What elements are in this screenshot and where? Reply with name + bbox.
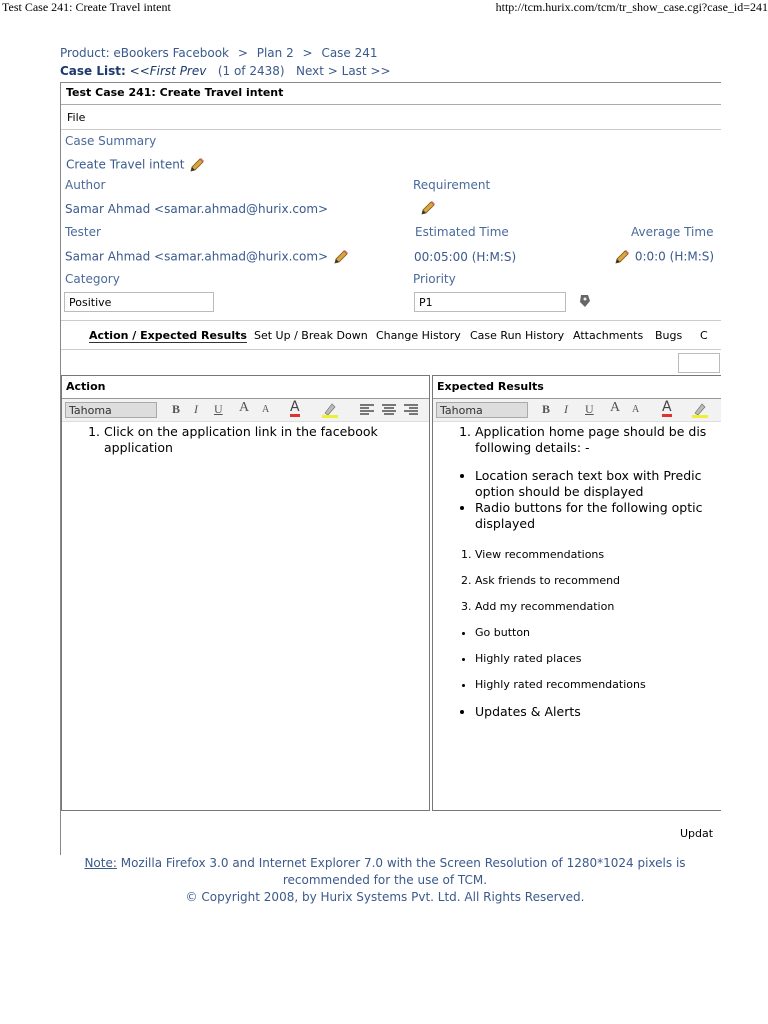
summary-label: Case Summary: [65, 134, 157, 148]
action-step: 1. Click on the application link in the facebook application: [104, 424, 429, 456]
expected-header: Expected Results: [433, 376, 721, 399]
author-label: Author: [65, 178, 106, 192]
update-button[interactable]: Updat: [680, 827, 714, 840]
requirement-label: Requirement: [413, 178, 491, 192]
edit-pencil-icon[interactable]: [332, 248, 350, 266]
expected-bullets-3: [433, 698, 713, 726]
shrink-font-button[interactable]: A: [632, 404, 640, 415]
italic-button[interactable]: I: [564, 402, 568, 416]
expected-option: 3. Add my recommendation: [475, 594, 713, 620]
print-title: Test Case 241: Create Travel intent: [2, 0, 171, 14]
tab-attachments[interactable]: Attachments: [573, 329, 644, 342]
expected-toolbar: [433, 399, 721, 422]
tab-divider: [61, 349, 721, 350]
tab-case-run-history[interactable]: Case Run History: [470, 329, 565, 342]
case-title: Test Case 241: Create Travel intent: [61, 83, 721, 105]
case-frame: [60, 82, 721, 855]
est-time-label: Estimated Time: [415, 225, 509, 239]
font-select[interactable]: Tahoma: [65, 402, 157, 418]
shrink-font-button[interactable]: A: [262, 404, 270, 415]
expected-editor[interactable]: [433, 424, 713, 810]
breadcrumb: [60, 46, 378, 60]
case-list-label: Case List:: [60, 64, 126, 78]
avg-time-value: [613, 248, 714, 266]
est-time-value: 00:05:00 (H:M:S): [414, 250, 517, 264]
expected-bullets-1: [433, 468, 713, 532]
highlight-icon[interactable]: [690, 401, 710, 419]
priority-select[interactable]: P1: [414, 292, 566, 312]
expected-options: [433, 542, 713, 620]
expected-bullet: • Radio buttons for the following optic displayed: [475, 500, 713, 532]
expected-bullets-2: [433, 620, 713, 698]
action-steps: [62, 424, 429, 456]
align-center-icon[interactable]: [382, 404, 396, 416]
category-select[interactable]: Positive: [64, 292, 214, 312]
highlight-icon[interactable]: [320, 401, 340, 419]
tester-label: Tester: [65, 225, 101, 239]
expected-intro-list: [433, 424, 713, 456]
expected-intro: 1. Application home page should be dis following details: -: [475, 424, 713, 456]
action-panel: [61, 375, 430, 811]
case-list-nav: [60, 64, 391, 78]
copyright: © Copyright 2008, by Hurix Systems Pvt. Ltd. All Rights Reserved.: [185, 890, 585, 904]
expected-bullet: • Highly rated recommendations: [475, 672, 713, 698]
summary-text: Create Travel intent: [66, 157, 185, 172]
priority-label: Priority: [413, 272, 456, 286]
expected-panel: [432, 375, 721, 811]
action-toolbar: [62, 399, 429, 422]
tab-components[interactable]: C: [700, 329, 708, 342]
footer-note: [60, 855, 710, 906]
breadcrumb-product[interactable]: Product: eBookers Facebook: [60, 46, 230, 60]
category-label: Category: [65, 272, 120, 286]
font-color-button[interactable]: A: [662, 399, 672, 415]
underline-button[interactable]: U: [585, 402, 594, 416]
file-menu[interactable]: File: [61, 106, 721, 130]
breadcrumb-case[interactable]: Case 241: [321, 46, 378, 60]
expected-bullet: • Location serach text box with Predic option should be displayed: [475, 468, 713, 500]
filter-input[interactable]: [678, 353, 720, 373]
bold-button[interactable]: B: [542, 402, 551, 416]
grow-font-button[interactable]: A: [610, 400, 621, 415]
expected-option: 2. Ask friends to recommend: [475, 568, 713, 594]
next-last-link[interactable]: Next > Last >>: [296, 64, 391, 78]
edit-pencil-icon[interactable]: [188, 156, 206, 174]
summary-value: [66, 156, 206, 174]
action-editor[interactable]: [62, 424, 429, 810]
edit-pencil-icon[interactable]: [419, 199, 437, 217]
breadcrumb-plan[interactable]: Plan 2: [256, 46, 294, 60]
expected-option: 1. View recommendations: [475, 542, 713, 568]
tab-setup-breakdown[interactable]: Set Up / Break Down: [254, 329, 368, 342]
expected-bullet: • Highly rated places: [475, 646, 713, 672]
align-left-icon[interactable]: [360, 404, 374, 416]
tab-action-expected[interactable]: Action / Expected Results: [89, 329, 247, 342]
grow-font-button[interactable]: A: [239, 400, 250, 415]
first-prev-link[interactable]: <<First Prev: [129, 64, 207, 78]
breadcrumb-sep: >: [237, 46, 248, 60]
underline-button[interactable]: U: [214, 402, 223, 416]
print-url: http://tcm.hurix.com/tcm/tr_show_case.cgi?case_id=241: [495, 0, 768, 14]
note-text: Mozilla Firefox 3.0 and Internet Explorer 7.0 with the Screen Resolution of 1280*1024 pixels is recommended for the use of TCM.: [116, 856, 686, 887]
note-label: Note:: [84, 856, 117, 870]
tester-text: Samar Ahmad <samar.ahmad@hurix.com>: [65, 249, 329, 264]
action-header: Action: [62, 376, 429, 399]
tab-bar: [61, 320, 721, 351]
edit-pencil-icon[interactable]: [613, 248, 631, 266]
author-value: Samar Ahmad <samar.ahmad@hurix.com>: [65, 202, 329, 216]
tab-change-history[interactable]: Change History: [376, 329, 461, 342]
tester-value: [65, 248, 350, 266]
align-right-icon[interactable]: [404, 404, 418, 416]
tab-bugs[interactable]: Bugs: [655, 329, 683, 342]
avg-time-text: 0:0:0 (H:M:S): [634, 249, 715, 264]
italic-button[interactable]: I: [194, 402, 198, 416]
font-color-button[interactable]: A: [290, 399, 300, 415]
tag-icon[interactable]: [578, 293, 592, 309]
expected-bullet: • Updates & Alerts: [475, 698, 713, 726]
bold-button[interactable]: B: [172, 402, 181, 416]
case-position: (1 of 2438): [217, 64, 285, 78]
breadcrumb-sep: >: [302, 46, 313, 60]
avg-time-label: Average Time: [631, 225, 714, 239]
update-bar: [61, 811, 721, 855]
print-header: [0, 0, 768, 14]
font-select[interactable]: Tahoma: [436, 402, 528, 418]
expected-bullet: • Go button: [475, 620, 713, 646]
